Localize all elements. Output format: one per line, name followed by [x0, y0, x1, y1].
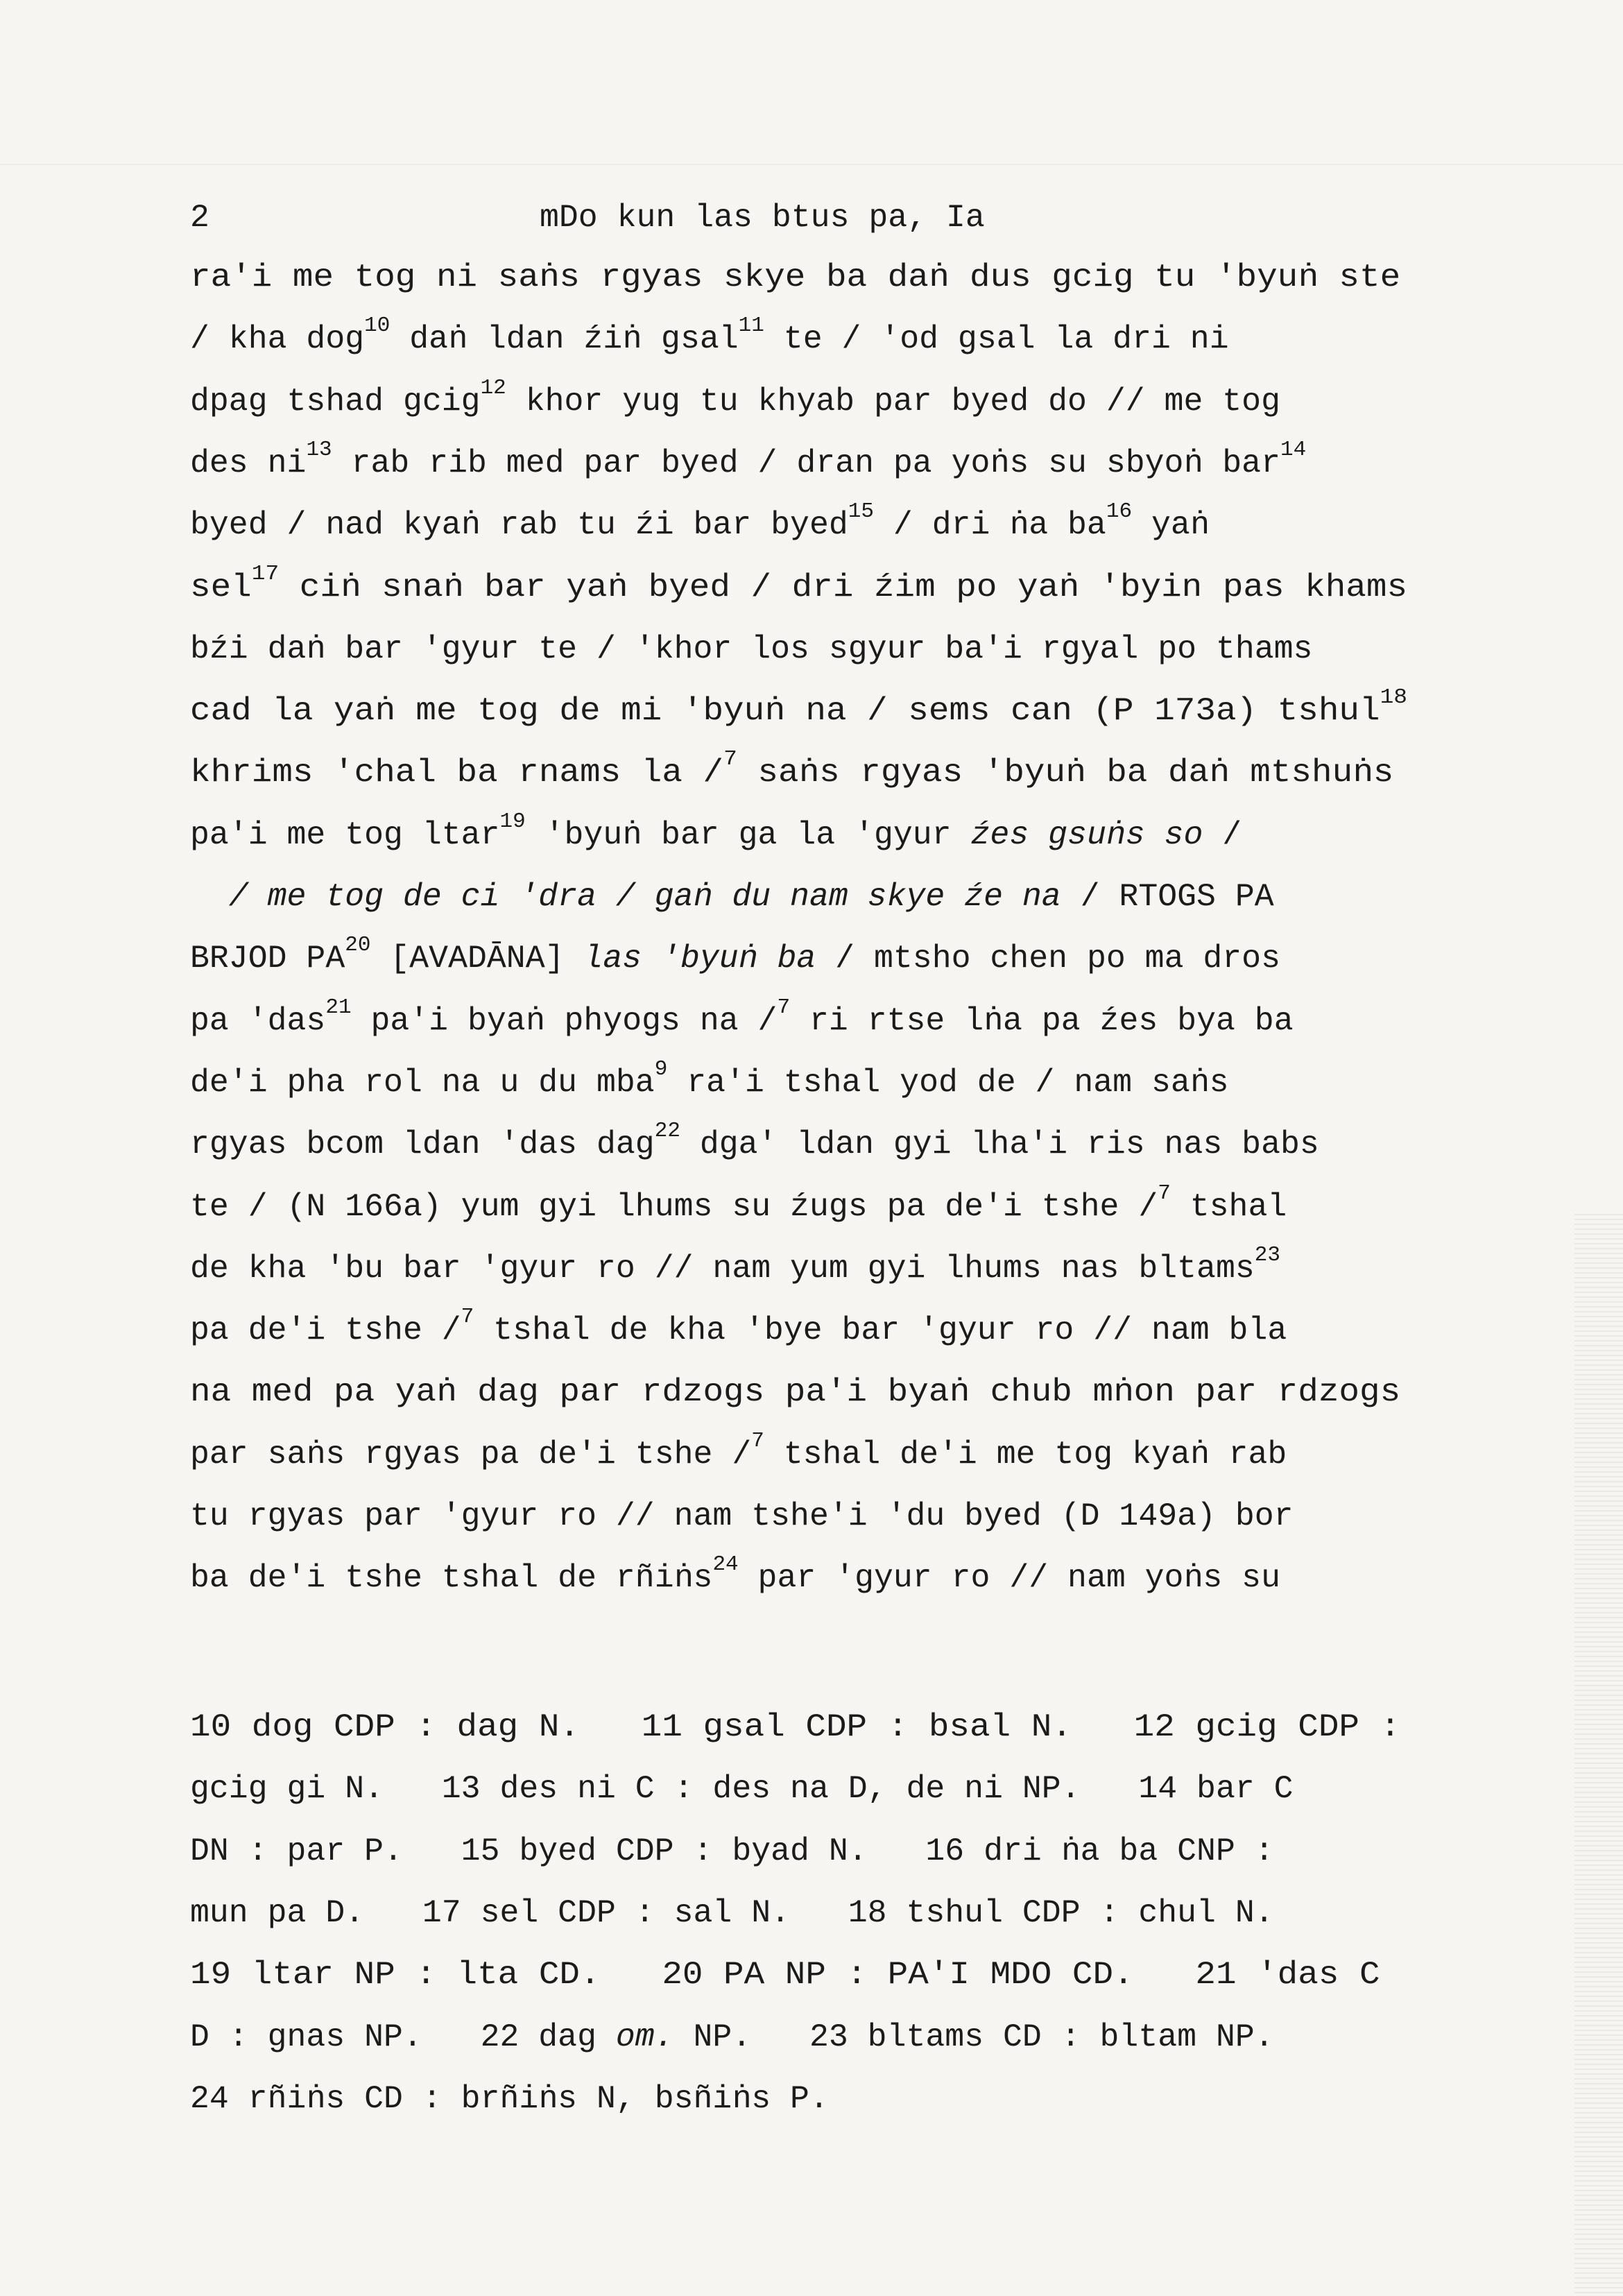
text-run: te / 'od gsal la dri ni [764, 320, 1229, 358]
body-line [190, 561, 1408, 607]
text-run: gcig gi N. 13 des ni C : des na D, de ni NP. 14 bar C [190, 1770, 1294, 1808]
text-run: tu rgyas par 'gyur ro // nam tshe'i 'du byed (D 149a) bor [190, 1498, 1294, 1534]
footnote-line [190, 1708, 1400, 1747]
text-run: cad la yaṅ me tog de mi 'byuṅ na / sems can (P 173a) tshul [190, 692, 1380, 730]
text-run: 19 ltar NP : lta CD. 20 PA NP : PA'I MDO CD. 21 'das C [190, 1956, 1380, 1994]
body-line [190, 499, 1210, 545]
text-run: na med pa yaṅ dag par rdzogs pa'i byaṅ chub mṅon par rdzogs [190, 1373, 1401, 1411]
footnote-ref: 12 [480, 375, 506, 400]
body-line [190, 747, 1394, 792]
text-run: rab rib med par byed / dran pa yoṅs su sbyoṅ bar [332, 444, 1280, 481]
text-run: yaṅ [1132, 506, 1210, 544]
footnote-ref: 22 [654, 1119, 680, 1144]
footnote-line [190, 1955, 1380, 1994]
text-run: khrims 'chal ba rnams la / [190, 754, 724, 791]
body-line [190, 1373, 1400, 1412]
body-line [190, 437, 1307, 483]
footnote-ref: 10 [364, 314, 390, 339]
footnote-ref: 15 [848, 499, 874, 524]
text-run: te / (N 166a) yum gyi lhums su źugs pa de'i tshe / [190, 1188, 1158, 1225]
footnote-ref: 9 [654, 1056, 668, 1081]
body-line [190, 1119, 1319, 1164]
body-line [190, 1428, 1287, 1474]
footnote-ref: 13 [306, 437, 332, 462]
text-run: ciṅ snaṅ bar yaṅ byed / dri źim po yaṅ 'byin pas khams [279, 568, 1408, 606]
body-line [190, 933, 1280, 978]
text-run: NP. 23 bltams CD : bltam NP. [673, 2018, 1274, 2055]
footnote-ref: 7 [777, 995, 791, 1020]
italic-text: źes gsuṅs so [970, 816, 1203, 853]
page-number: 2 [190, 199, 209, 236]
text-run: de kha 'bu bar 'gyur ro // nam yum gyi lhums nas bltams [190, 1249, 1255, 1287]
italic-text: om. [615, 2018, 674, 2055]
text-run: / kha dog [190, 320, 365, 358]
text-run: ra'i me tog ni saṅs rgyas skye ba daṅ dus gcig tu 'byuṅ ste [190, 259, 1401, 295]
body-line [190, 1242, 1280, 1288]
footnote-ref: 14 [1280, 437, 1307, 462]
footnote-ref: 24 [712, 1552, 739, 1577]
scan-artifact-rule [0, 164, 1623, 165]
text-run: 'byuṅ bar ga la 'gyur [525, 816, 971, 853]
running-title: mDo kun las btus pa, Ia [540, 199, 985, 236]
footnote-ref: 11 [738, 314, 764, 339]
text-run: tshal [1170, 1188, 1287, 1225]
body-line [190, 877, 1274, 916]
text-run: / [1203, 816, 1242, 853]
text-run [190, 878, 229, 915]
footnote-line [190, 1770, 1294, 1808]
text-run: dga' ldan gyi lha'i ris nas babs [680, 1126, 1319, 1163]
text-run: tshal de kha 'bye bar 'gyur ro // nam bla [474, 1312, 1287, 1349]
text-run: saṅs rgyas 'byuṅ ba daṅ mtshuṅs [737, 754, 1394, 791]
text-run: / dri ṅa ba [873, 506, 1106, 544]
italic-text: las 'byuṅ ba [583, 940, 816, 977]
body-line [190, 809, 1242, 855]
text-run: / RTOGS PA [1060, 878, 1274, 915]
footnote-ref: 20 [345, 933, 371, 958]
footnote-ref: 7 [1158, 1181, 1171, 1206]
scan-edge-artifact [1574, 1214, 1623, 2296]
text-run: pa'i byaṅ phyogs na / [351, 1002, 778, 1039]
footnote-ref: 7 [461, 1305, 474, 1330]
body-line [190, 258, 1400, 297]
body-line [190, 314, 1229, 359]
text-run: ri rtse lṅa pa źes bya ba [790, 1002, 1294, 1039]
body-line [190, 630, 1312, 669]
text-run: ra'i tshal yod de / nam saṅs [667, 1063, 1229, 1101]
text-run: [AVADĀNA] [370, 940, 584, 977]
footnote-ref: 23 [1254, 1242, 1280, 1267]
text-run: bźi daṅ bar 'gyur te / 'khor los sgyur ba'i rgyal po thams [190, 630, 1313, 667]
footnote-ref: 16 [1106, 499, 1133, 524]
text-run: tshal de'i me tog kyaṅ rab [764, 1435, 1287, 1473]
footnote-ref: 7 [723, 747, 737, 772]
text-run: sel [190, 568, 252, 606]
footnote-ref: 18 [1380, 685, 1408, 710]
text-run: pa de'i tshe / [190, 1312, 461, 1349]
footnote-line [190, 1894, 1274, 1933]
text-run: BRJOD PA [190, 940, 345, 977]
body-line [190, 1497, 1294, 1536]
text-run: ba de'i tshe tshal de rñiṅs [190, 1559, 713, 1597]
text-run: par saṅs rgyas pa de'i tshe / [190, 1435, 752, 1473]
body-line [190, 375, 1280, 421]
text-run: D : gnas NP. 22 dag [190, 2018, 616, 2055]
text-run: pa 'das [190, 1002, 326, 1039]
text-run: khor yug tu khyab par byed do // me tog [506, 382, 1280, 420]
text-run: 24 rñiṅs CD : brñiṅs N, bsñiṅs P. [190, 2080, 829, 2117]
text-run: daṅ ldan źiṅ gsal [390, 320, 739, 358]
body-line [190, 995, 1294, 1040]
text-run: rgyas bcom ldan 'das dag [190, 1126, 655, 1163]
body-line [190, 685, 1408, 730]
text-run: pa'i me tog ltar [190, 816, 500, 853]
text-run: par 'gyur ro // nam yoṅs su [738, 1559, 1280, 1597]
text-run: 10 dog CDP : dag N. 11 gsal CDP : bsal N. 12 gcig CDP : [190, 1708, 1401, 1745]
footnote-ref: 21 [325, 995, 352, 1020]
text-run: byed / nad kyaṅ rab tu źi bar byed [190, 506, 848, 544]
text-run: dpag tshad gcig [190, 382, 481, 420]
footnote-ref: 7 [751, 1428, 764, 1453]
body-line [190, 1305, 1287, 1350]
text-run: mun pa D. 17 sel CDP : sal N. 18 tshul CDP : chul N. [190, 1894, 1274, 1931]
italic-text: / me tog de ci 'dra / gaṅ du nam skye źe na [228, 878, 1061, 915]
text-run: DN : par P. 15 byed CDP : byad N. 16 dri ṅa ba CNP : [190, 1832, 1274, 1869]
body-line [190, 1552, 1280, 1597]
text-run: / mtsho chen po ma dros [816, 940, 1280, 977]
footnote-ref: 17 [251, 561, 280, 586]
footnote-ref: 19 [499, 809, 526, 834]
text-run: des ni [190, 444, 307, 481]
body-line [190, 1056, 1229, 1102]
body-line [190, 1181, 1287, 1226]
footnote-line [190, 2080, 829, 2118]
text-run: de'i pha rol na u du mba [190, 1063, 655, 1101]
footnote-line [190, 1832, 1274, 1871]
footnote-line [190, 2018, 1274, 2057]
